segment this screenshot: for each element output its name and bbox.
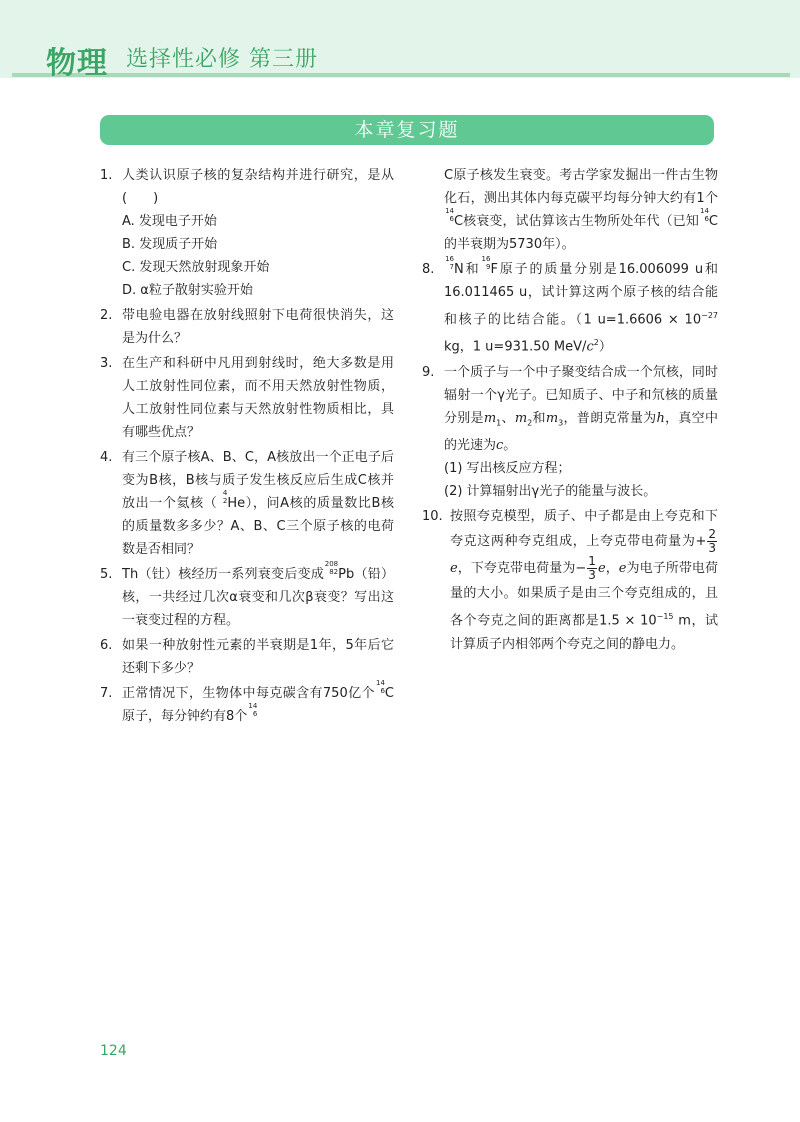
option-b: B. 发现质子开始 — [122, 237, 218, 252]
lead-notation: 208 82 — [324, 560, 339, 576]
section-title: 本章复习题 — [354, 119, 460, 141]
subject-title: 物理 — [46, 46, 108, 81]
question-8: 8. 16 7 N和 16 9 F原子的质量分别是16.006099 u和16.011465 u，试计算这两个原子核的结合能和核子的比结合能。（1 $u=1.6606 \times 10^{-27}$ kg，1 u=931.50 MeV/$c^2$） — [422, 255, 718, 355]
header-divider — [12, 73, 790, 77]
question-1: 1. 人类认识原子核的复杂结构并进行研究，是从( ) — [100, 168, 394, 206]
option-d: D. α粒子散射实验开始 — [122, 283, 253, 298]
q9-part-2: (2) 计算辐射出γ光子的能量与波长。 — [444, 484, 657, 500]
question-9: 9. 一个质子与一个中子聚变结合成一个氘核，同时辐射一个γ光子。已知质子、中子和氘核的质量分别是$m_1$、$m_2$和$m_3$，普朗克常量为h，真空中的光速为c。 — [422, 364, 718, 454]
question-6: 6. 如果一种放射性元素的半衰期是1年，5年后它还剩下多少？ — [100, 638, 394, 676]
fluorine-notation: 16 9 — [481, 255, 491, 271]
question-2: 2. 带电验电器在放射线照射下电荷很快消失，这是为什么？ — [100, 308, 394, 346]
page-number: 124 — [100, 1043, 127, 1059]
carbon-notation: 14 6 — [700, 207, 709, 223]
question-3: 3. 在生产和科研中凡用到射线时，绝大多数是用人工放射性同位素，而不用天然放射性物质，人工放射性同位素与天然放射性物质相比，具有哪些优点？ — [100, 356, 394, 440]
section-banner — [100, 115, 714, 145]
left-column — [100, 164, 394, 728]
nitrogen-notation: 16 7 — [445, 255, 454, 271]
option-a: A. 发现电子开始 — [122, 214, 217, 229]
helium-notation: 4 2 — [222, 489, 228, 505]
question-5: 5. Th（钍）核经历一系列衰变后变成 208 82 Pb（铅）核，一共经过几次α衰变和几次β衰变？写出这一衰变过程的方程。 — [100, 560, 394, 628]
question-7: 7. 正常情况下，生物体中每克碳含有750亿个 14 6 C原子，每分钟约有8个 14 6 — [100, 679, 394, 724]
right-column — [422, 164, 718, 656]
q9-part-1: (1) 写出核反应方程； — [444, 461, 571, 477]
fraction-one-third: $\frac{1}{3}$ — [588, 554, 596, 583]
carbon-notation: 14 6 — [248, 702, 258, 718]
book-title: 选择性必修 第三册 — [126, 47, 318, 72]
question-7-continued: C原子核发生衰变。考古学家发掘出一件古生物化石，测出其体内每克碳平均每分钟大约有1个 14 6 C核衰变，试估算该古生物所处年代（已知 14 6 C的半衰期为5730年）。 — [444, 168, 718, 252]
carbon-notation: 14 6 — [376, 679, 385, 695]
carbon-notation: 14 6 — [445, 207, 454, 223]
option-c: C. 发现天然放射现象开始 — [122, 260, 270, 275]
page-header — [0, 0, 800, 78]
question-10: 10. 按照夸克模型，质子、中子都是由上夸克和下夸克这两种夸克组成，上夸克带电荷量为+ $\frac{2}{3}$ e，下夸克带电荷量为− $\frac{1}{3}$ e，e为电子所带电荷量的大小。如果质子是由三个夸克组成的，且各个夸克之间的距离都是$1.5 \times 10^{-15}$ m，试计算质子内相邻两个夸克之间的静电力。 — [422, 509, 719, 652]
fraction-two-thirds: $\frac{2}{3}$ — [708, 527, 716, 556]
question-4: 4. 有三个原子核A、B、C，A核放出一个正电子后变为B核，B核与质子发生核反应后生成C核并放出一个氦核（ 4 2 He），问A核的质量数比B核的质量数多多少？A、B、C三个原子核的电荷数是否相同？ — [100, 450, 394, 557]
